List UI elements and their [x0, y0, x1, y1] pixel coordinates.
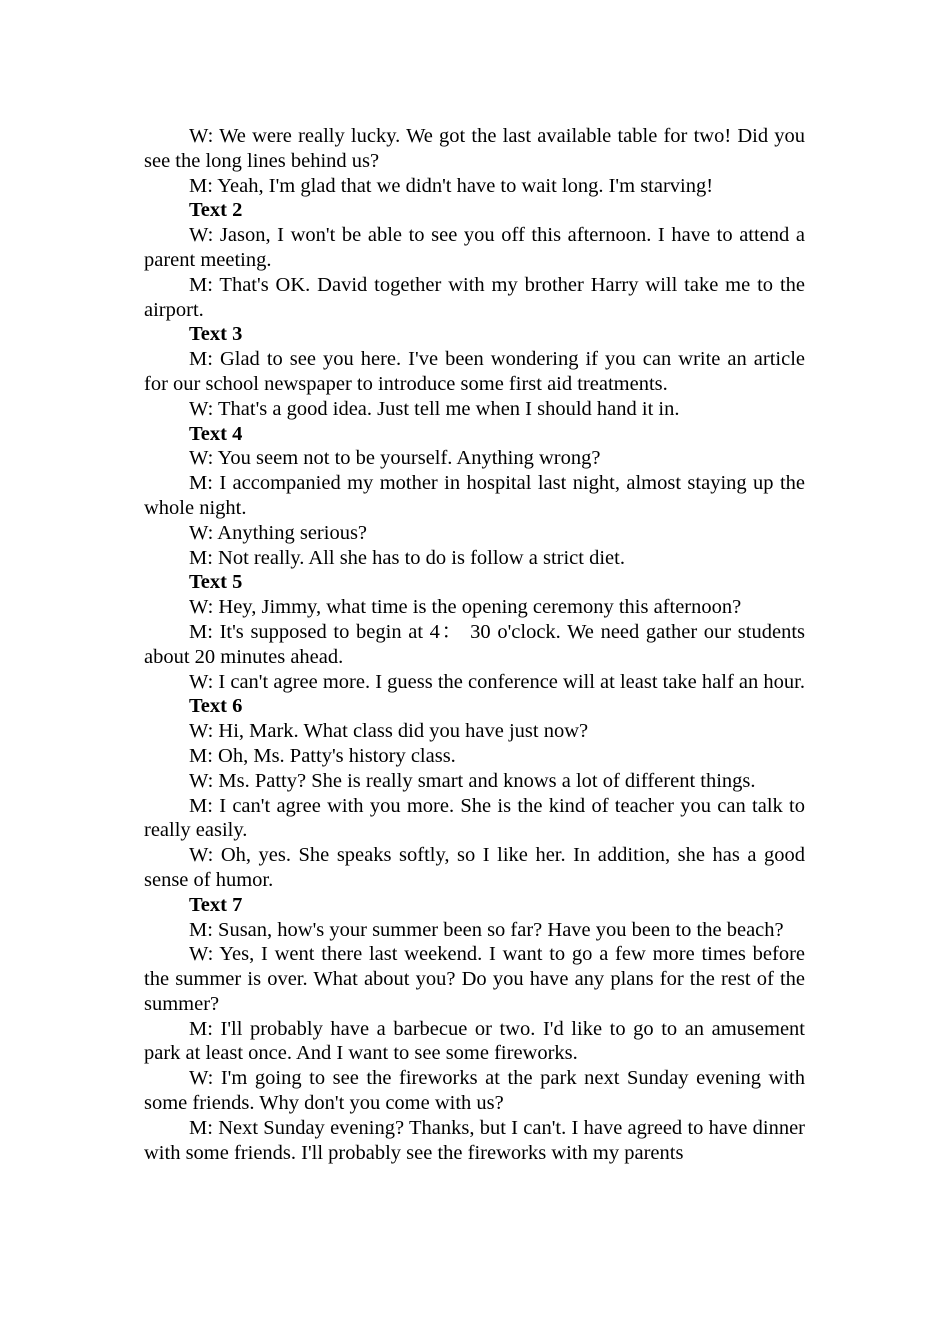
dialogue-line: W: We were really lucky. We got the last available table for two! Did you see the long lines behind us? — [144, 125, 805, 172]
dialogue-line: M: I'll probably have a barbecue or two. I'd like to go to an amusement park at least once. And I want to see some fireworks. — [144, 1017, 805, 1065]
dialogue-line: M: Yeah, I'm glad that we didn't have to wait long. I'm starving! — [189, 174, 714, 197]
dialogue-line: W: Jason, I won't be able to see you off this afternoon. I have to attend a parent meeting. — [144, 224, 805, 271]
dialogue-line: W: Hi, Mark. What class did you have just now? — [189, 720, 589, 743]
dialogue-line: M: That's OK. David together with my brother Harry will take me to the airport. — [144, 273, 805, 321]
dialogue-line: W: Oh, yes. She speaks softly, so I like her. In addition, she has a good sense of humor. — [144, 844, 805, 891]
dialogue-line: M: Oh, Ms. Patty's history class. — [189, 744, 456, 767]
dialogue-line: M: Not really. All she has to do is follow a strict diet. — [189, 546, 625, 569]
dialogue-line: M: I can't agree with you more. She is the kind of teacher you can talk to really easily. — [144, 794, 805, 842]
section-heading: Text 2 — [189, 199, 243, 222]
section-heading: Text 3 — [189, 323, 243, 346]
dialogue-line: M: Glad to see you here. I've been wondering if you can write an article for our school newspaper to introduce some first aid treatments. — [144, 348, 805, 395]
section-heading: Text 5 — [189, 571, 243, 594]
dialogue-line: M: I accompanied my mother in hospital last night, almost staying up the whole night. — [144, 472, 805, 519]
dialogue-line: W: You seem not to be yourself. Anything wrong? — [189, 447, 601, 470]
dialogue-line: W: I can't agree more. I guess the conference will at least take half an hour. — [189, 670, 805, 693]
dialogue-line: M: It's supposed to begin at 4： 30 o'clock. We need gather our students about 20 minutes ahead. — [144, 620, 805, 668]
transcript-body — [144, 124, 805, 1165]
dialogue-line: W: Ms. Patty? She is really smart and knows a lot of different things. — [189, 769, 756, 792]
dialogue-line: M: Next Sunday evening? Thanks, but I can't. I have agreed to have dinner with some friends. I'll probably see the fireworks with my parents — [144, 1116, 805, 1164]
dialogue-line: W: Hey, Jimmy, what time is the opening ceremony this afternoon? — [189, 596, 742, 619]
dialogue-line: W: That's a good idea. Just tell me when I should hand it in. — [189, 397, 680, 420]
section-heading: Text 4 — [189, 422, 243, 445]
dialogue-line: W: Anything serious? — [189, 521, 368, 544]
section-heading: Text 7 — [189, 893, 243, 916]
section-heading: Text 6 — [189, 695, 243, 718]
dialogue-line: W: I'm going to see the fireworks at the park next Sunday evening with some friends. Why don't you come with us? — [144, 1067, 805, 1115]
dialogue-line: W: Yes, I went there last weekend. I want to go a few more times before the summer is over. What about you? Do you have any plans for the rest of the summer? — [144, 943, 805, 1015]
dialogue-line: M: Susan, how's your summer been so far? Have you been to the beach? — [189, 918, 784, 941]
